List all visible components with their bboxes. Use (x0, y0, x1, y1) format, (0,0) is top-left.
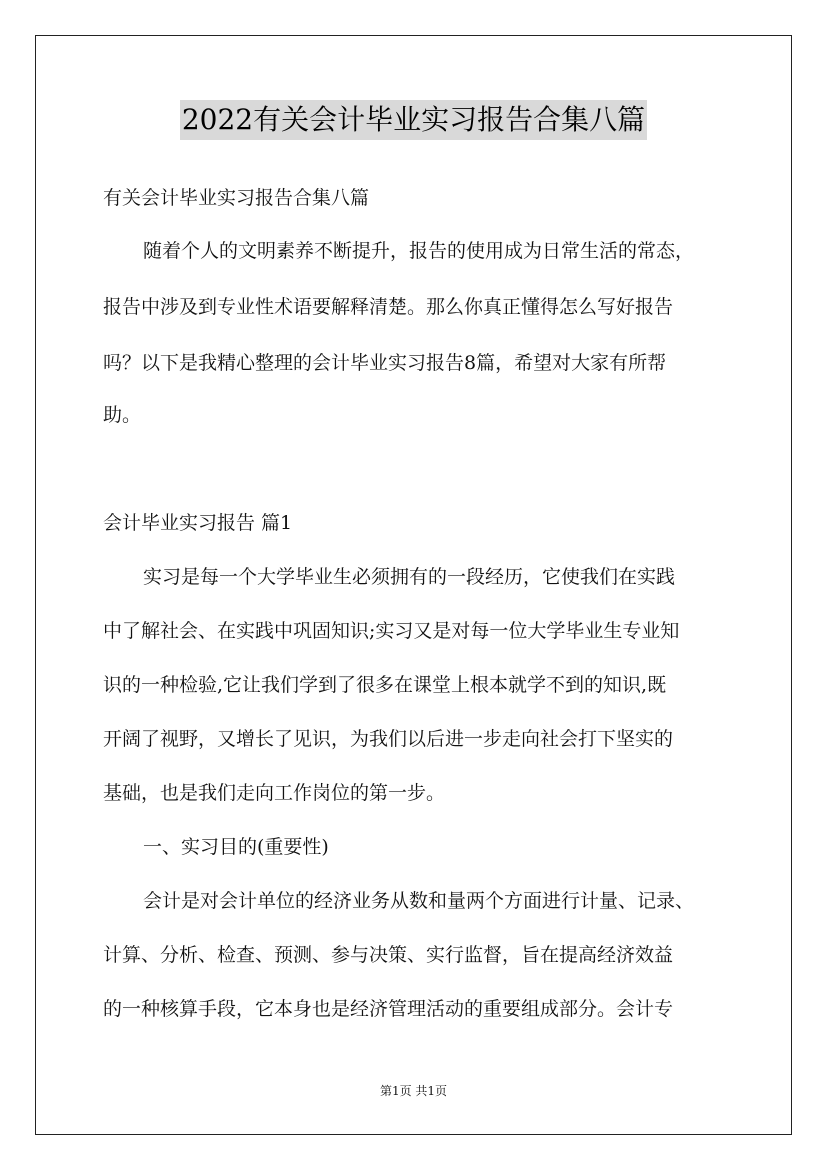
para2-line-3: 的一种核算手段，它本身也是经济管理活动的重要组成部分。会计专 (103, 998, 674, 1020)
intro-line-4: 助。 (103, 404, 142, 426)
para1-line-1: 实习是每一个大学毕业生必须拥有的一段经历，它使我们在实践 (143, 566, 676, 588)
page-footer: 第1页 共1页 (379, 1084, 448, 1098)
section-heading: 会计毕业实习报告 篇1 (103, 512, 293, 534)
title-container (0, 100, 827, 140)
para1-line-2: 中了解社会、在实践中巩固知识;实习又是对每一位大学毕业生专业知 (103, 620, 680, 642)
intro-line-3: 吗？以下是我精心整理的会计毕业实习报告8篇，希望对大家有所帮 (103, 352, 667, 374)
document-subtitle: 有关会计毕业实习报告合集八篇 (103, 187, 370, 209)
para2-line-2: 计算、分析、检查、预测、参与决策、实行监督，旨在提高经济效益 (103, 944, 674, 966)
intro-line-2: 报告中涉及到专业性术语要解释清楚。那么你真正懂得怎么写好报告 (103, 296, 674, 318)
para2-line-1: 会计是对会计单位的经济业务从数和量两个方面进行计量、记录、 (143, 890, 695, 912)
para1-line-4: 开阔了视野，又增长了见识，为我们以后进一步走向社会打下坚实的 (103, 728, 674, 750)
para1-line-3: 识的一种检验,它让我们学到了很多在课堂上根本就学不到的知识,既 (103, 674, 667, 696)
document-title: 2022有关会计毕业实习报告合集八篇 (180, 100, 647, 140)
para1-line-5: 基础，也是我们走向工作岗位的第一步。 (103, 782, 446, 804)
intro-line-1: 随着个人的文明素养不断提升，报告的使用成为日常生活的常态， (143, 240, 695, 262)
subheading: 一、实习目的(重要性) (143, 836, 329, 858)
